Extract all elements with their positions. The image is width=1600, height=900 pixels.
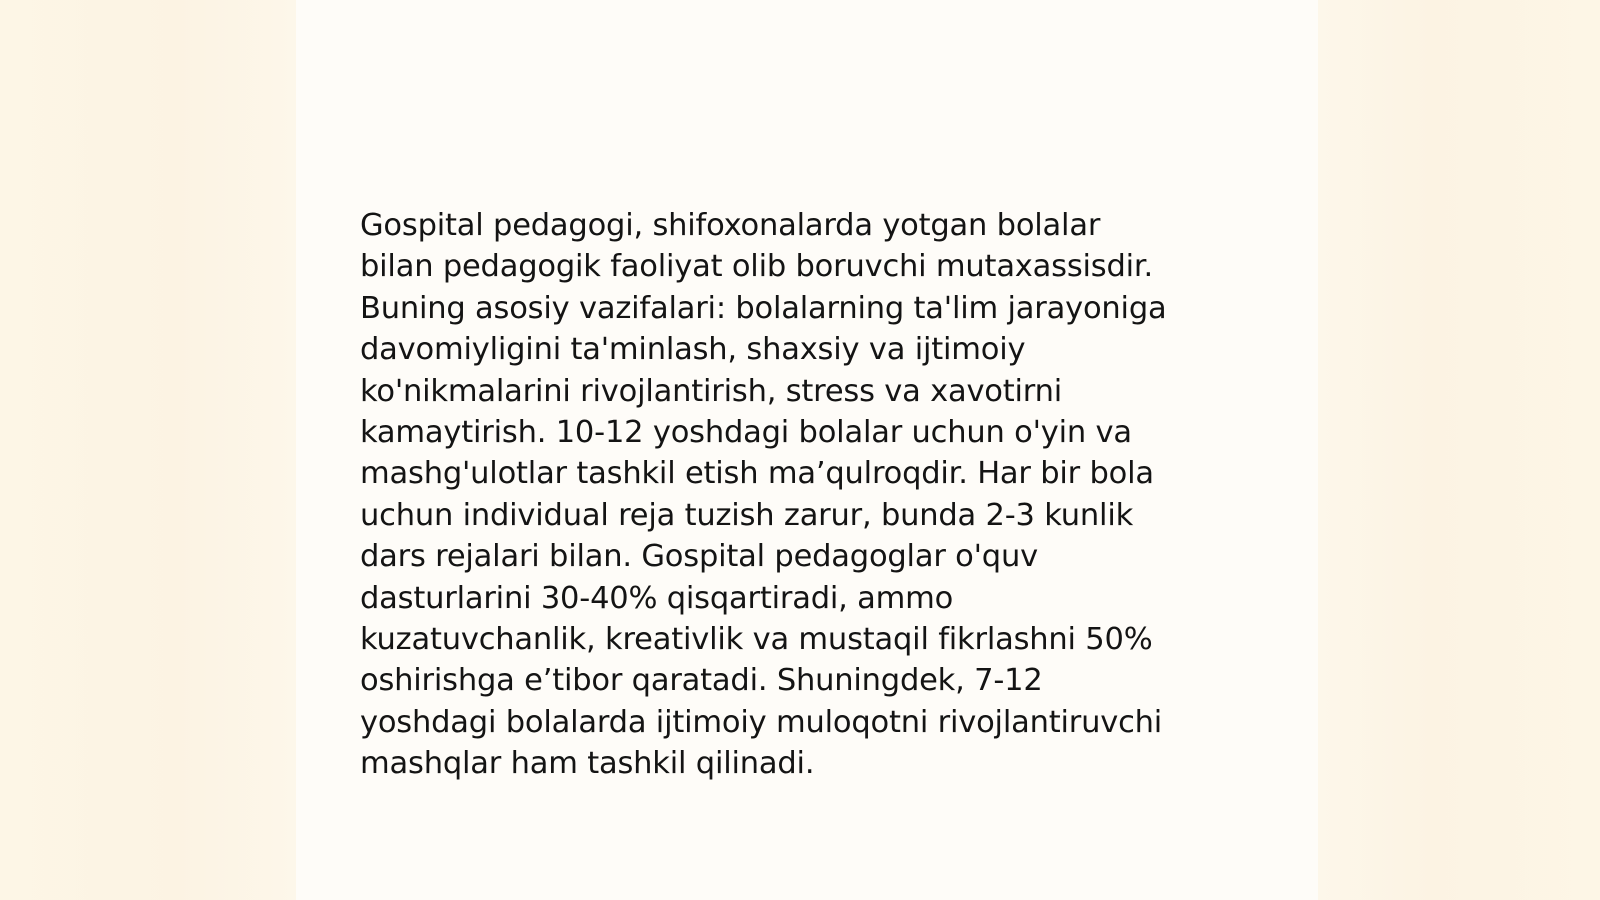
body-line: Gospital pedagogi, shifoxonalarda yotgan bolalar <box>360 208 1101 243</box>
body-line: dars rejalari bilan. Gospital pedagoglar o'quv <box>360 539 1038 575</box>
slide-body-text <box>360 205 1260 785</box>
body-line: Buning asosiy vazifalari: bolalarning ta'lim jarayoniga <box>360 290 1167 326</box>
body-line: dasturlarini 30-40% qisqartiradi, ammo <box>360 580 954 616</box>
body-line: ko'nikmalarini rivojlantirish, stress va xavotirni <box>360 373 1062 409</box>
body-line: uchun individual reja tuzish zarur, bunda 2-3 kunlik <box>360 497 1134 533</box>
left-margin-background <box>0 0 296 900</box>
body-line: bilan pedagogik faoliyat olib boruvchi mutaxassisdir. <box>360 249 1153 285</box>
body-line: mashqlar ham tashkil qilinadi. <box>360 746 815 782</box>
body-line: kuzatuvchanlik, kreativlik va mustaqil fikrlashni 50% <box>360 622 1153 658</box>
body-line: oshirishga e’tibor qaratadi. Shuningdek, 7-12 <box>360 663 1043 699</box>
body-line: davomiyligini ta'minlash, shaxsiy va ijtimoiy <box>360 332 1026 368</box>
body-line: kamaytirish. 10-12 yoshdagi bolalar uchun o'yin va <box>360 415 1132 451</box>
right-margin-background <box>1318 0 1600 900</box>
body-line: yoshdagi bolalarda ijtimoiy muloqotni rivojlantiruvchi <box>360 704 1163 740</box>
slide-canvas <box>296 0 1318 900</box>
body-line: mashg'ulotlar tashkil etish ma’qulroqdir. Har bir bola <box>360 456 1154 492</box>
